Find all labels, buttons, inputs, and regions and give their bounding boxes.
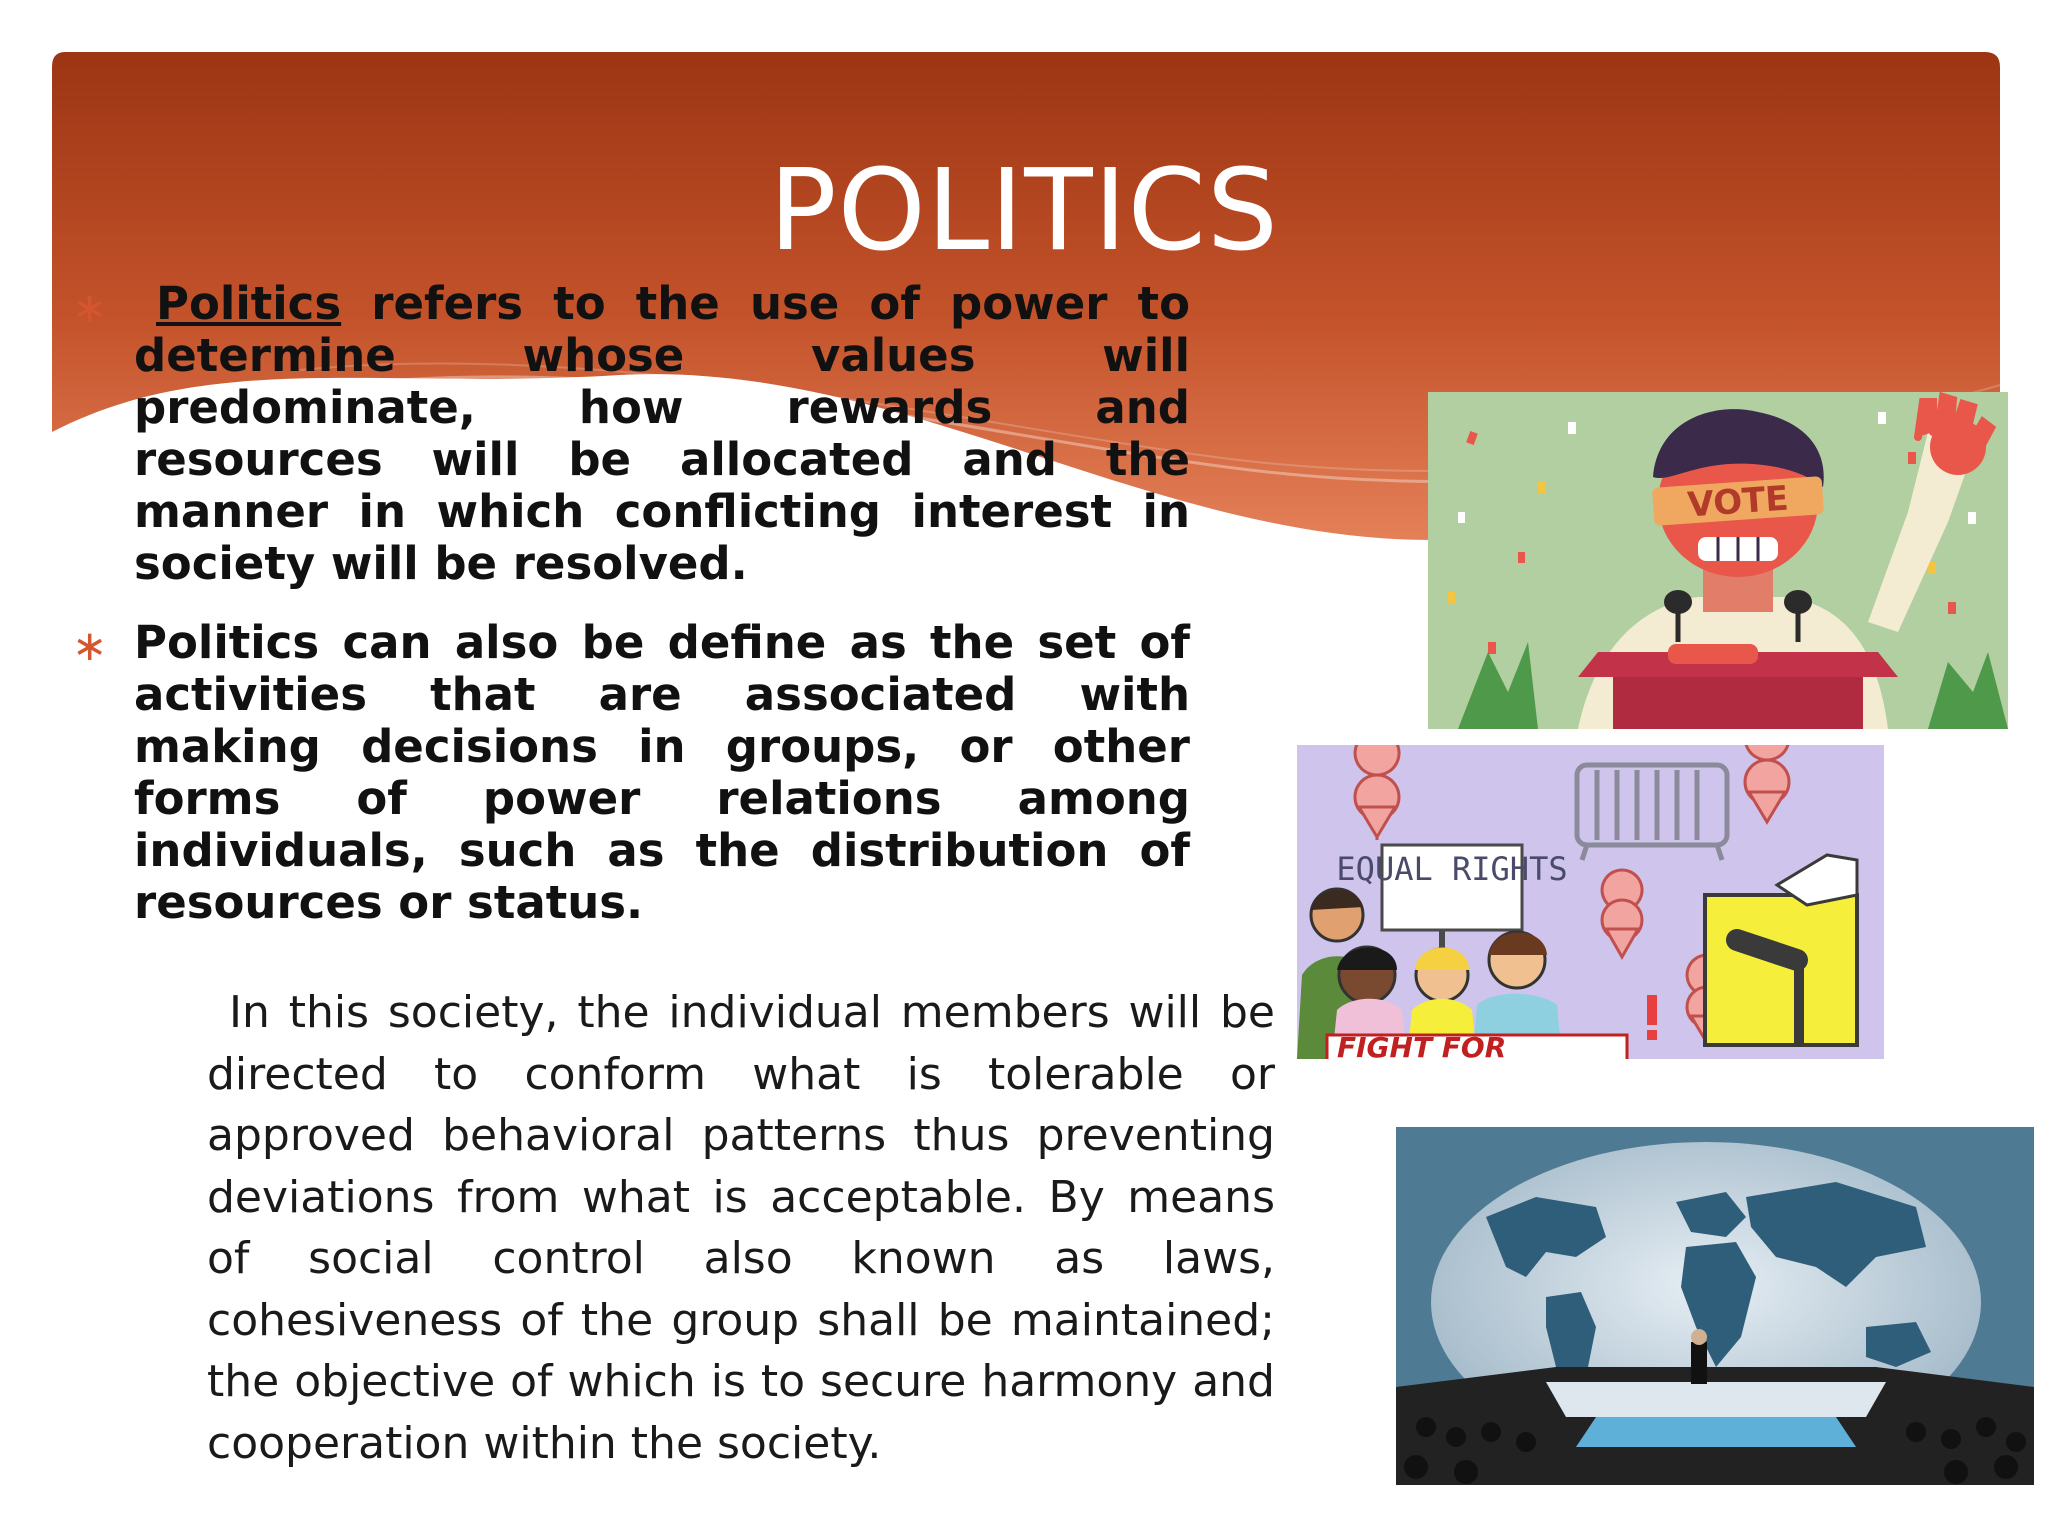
- bullet-term: Politics: [156, 277, 342, 330]
- vote-illustration: [1428, 392, 2008, 729]
- bullet-marker-icon: ∗: [72, 621, 108, 670]
- slide-title: POLITICS: [769, 146, 1279, 276]
- protest-sign-text: EQUAL RIGHTS: [1336, 850, 1568, 888]
- vote-sign-text: VOTE: [1686, 478, 1790, 526]
- bullet-marker-icon: ∗: [72, 283, 108, 332]
- bullet-definition-2: [134, 617, 1190, 929]
- equal-rights-illustration: [1297, 745, 1884, 1059]
- bullet-text: refers to the use of power to determine whose values will predominate, how rewards and resources will be allocated and the manner in which conflicting interest in society will be resolved.: [134, 277, 1190, 590]
- society-paragraph: [207, 982, 1275, 1474]
- paragraph-text: In this society, the individual members will be directed to conform what is tolerable or approved behavioral patterns thus preventing deviations from what is acceptable. By means of social control also known as laws, cohesiveness of the group shall be maintained; the objective of which is to secure harmony and cooperation within the society.: [207, 987, 1275, 1469]
- bullet-text: Politics can also be define as the set of activities that are associated with making decisions in groups, or other forms of power relations among individuals, such as the distribution of resources or status.: [134, 616, 1190, 929]
- bullet-definition-1: [134, 278, 1190, 590]
- world-assembly-photo: [1396, 1127, 2034, 1485]
- protest-banner-text: FIGHT FOR: [1337, 1031, 1507, 1059]
